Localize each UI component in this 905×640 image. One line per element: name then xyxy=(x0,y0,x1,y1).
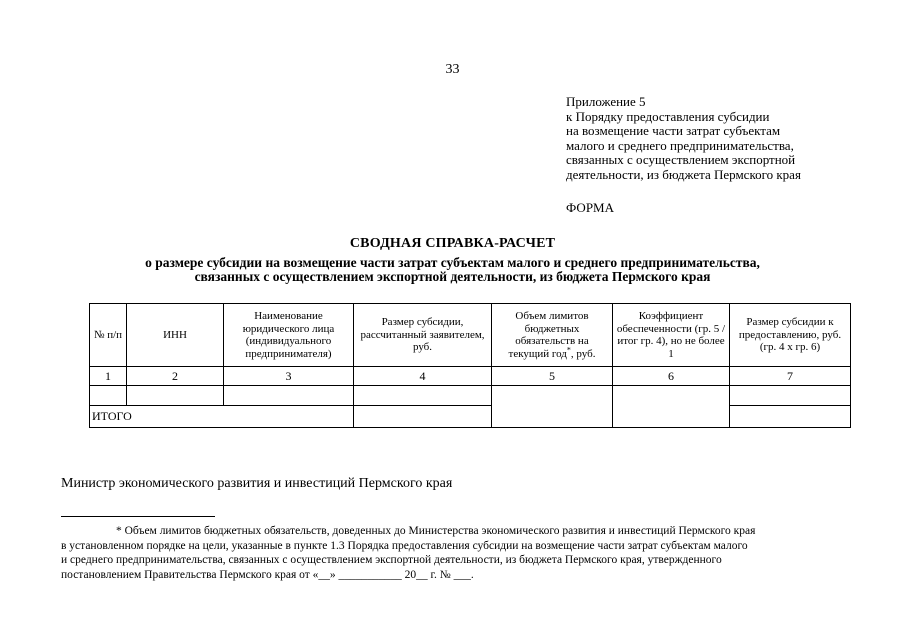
appendix-line: на возмещение части затрат субъектам xyxy=(566,123,781,138)
footnote xyxy=(61,524,845,582)
table-column-numbers-row xyxy=(90,367,851,386)
total-cell xyxy=(354,406,492,428)
table-cell xyxy=(224,386,354,406)
calculation-table xyxy=(89,303,851,428)
table-cell xyxy=(730,386,851,406)
document-subtitle xyxy=(60,256,845,284)
column-number: 1 xyxy=(90,367,127,386)
column-number: 7 xyxy=(730,367,851,386)
appendix-line: к Порядку предоставления субсидии xyxy=(566,108,770,124)
subtitle-line: связанных с осуществлением экспортной деятельности, из бюджета Пермского края xyxy=(194,269,711,284)
column-number: 6 xyxy=(613,367,730,386)
budget-limits-cell xyxy=(492,386,613,428)
header-requested-subsidy: Размер субсидии, рассчитанный заявителем, руб. xyxy=(354,304,492,367)
footnote-line: * Объем лимитов бюджетных обязательств, доведенных до Министерства экономического развития и инвестиций Пермского края xyxy=(116,525,756,537)
header-budget-limits-unit: , руб. xyxy=(570,347,596,360)
table-total-row xyxy=(90,406,851,428)
table-row xyxy=(90,386,851,406)
header-budget-limits-text: Объем лимитов бюджетных обязательств на текущий год xyxy=(508,310,589,360)
footnote-divider xyxy=(61,516,215,517)
table-cell xyxy=(354,386,492,406)
signature-line: Министр экономического развития и инвестиций Пермского края xyxy=(61,476,453,491)
total-label: ИТОГО xyxy=(90,406,354,428)
footnote-line: постановлением Правительства Пермского края от «__» ___________ 20__ г. № ___. xyxy=(61,568,474,581)
subtitle-line: о размере субсидии на возмещение части затрат субъектам малого и среднего предпринимательства, xyxy=(145,255,760,270)
appendix-line: малого и среднего предпринимательства, xyxy=(566,137,794,153)
footnote-line: и среднего предпринимательства, связанных с осуществлением экспортной деятельности, из бюджета Пермского края, утвержденного xyxy=(61,554,722,566)
column-number: 3 xyxy=(224,367,354,386)
table-cell xyxy=(90,386,127,406)
header-granted-subsidy: Размер субсидии к предоставлению, руб. (гр. 4 х гр. 6) xyxy=(730,304,851,367)
header-number: № п/п xyxy=(90,304,127,367)
form-label: ФОРМА xyxy=(566,200,614,215)
table-cell xyxy=(127,386,224,406)
coefficient-cell xyxy=(613,386,730,428)
column-number: 2 xyxy=(127,367,224,386)
table-header-row xyxy=(90,304,851,367)
header-coefficient: Коэффициент обеспеченности (гр. 5 / итог гр. 4), но не более 1 xyxy=(613,304,730,367)
document-title: СВОДНАЯ СПРАВКА-РАСЧЕТ xyxy=(349,236,556,251)
appendix-block xyxy=(566,95,896,182)
appendix-line: Приложение 5 xyxy=(566,94,646,109)
total-cell xyxy=(730,406,851,428)
appendix-line: связанных с осуществлением экспортной xyxy=(566,152,796,167)
header-entity-name: Наименование юридического лица (индивидуального предпринимателя) xyxy=(224,304,354,367)
column-number: 4 xyxy=(354,367,492,386)
footnote-marker: * xyxy=(566,344,571,354)
header-budget-limits xyxy=(492,304,613,367)
header-inn: ИНН xyxy=(127,304,224,367)
footnote-line: в установленном порядке на цели, указанные в пункте 1.3 Порядка предоставления субсидии на возмещение части затрат субъектам малого xyxy=(61,539,748,552)
page-number: 33 xyxy=(445,62,460,77)
column-number: 5 xyxy=(492,367,613,386)
appendix-line: деятельности, из бюджета Пермского края xyxy=(566,166,801,182)
